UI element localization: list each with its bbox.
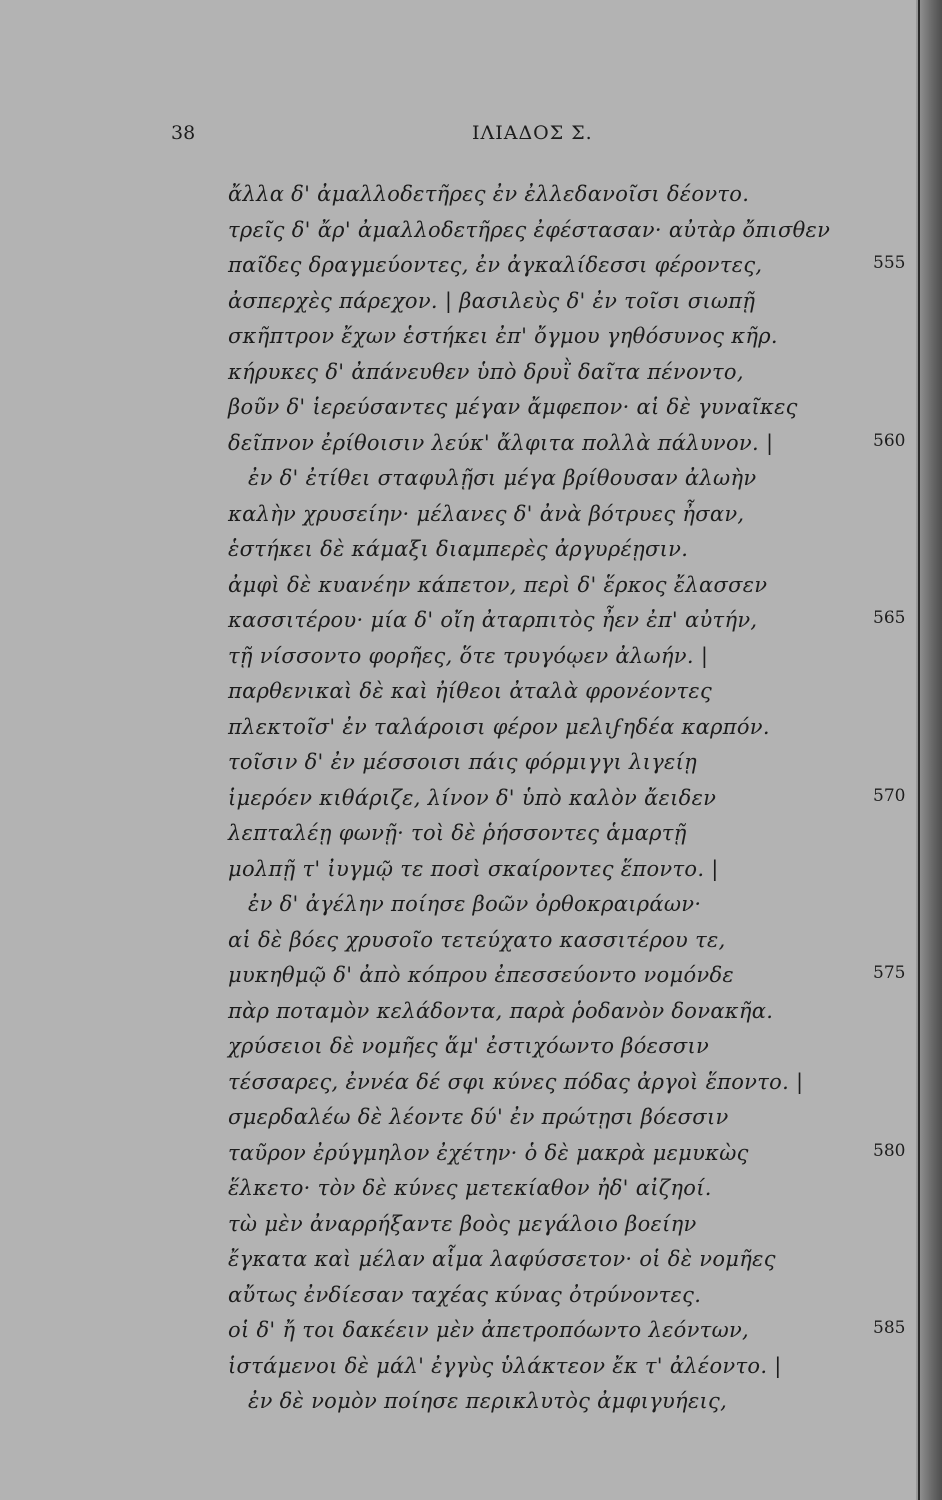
verse-line [0,431,942,467]
verse-text: ἔγκατα καὶ μέλαν αἷμα λαφύσσετον· οἱ δὲ νομῆες [228,1247,776,1271]
verse-line [0,679,942,715]
verse-line [0,1070,942,1106]
verse-line [0,395,942,431]
verse-text: κασσιτέρου· μία δ' οἴη ἀταρπιτὸς ἦεν ἐπ' αὐτήν, [228,608,758,632]
verse-text: δεῖπνον ἐρίθοισιν λεύκ' ἄλφιτα πολλὰ πάλυνον. | [228,430,774,455]
verse-text: ταῦρον ἐρύγμηλον ἐχέτην· ὁ δὲ μακρὰ μεμυκὼς [228,1140,749,1165]
verse-line [0,821,942,857]
verse-line [0,324,942,360]
verse-text: χρύσειοι δὲ νομῆες ἅμ' ἐστιχόωντο βόεσσιν [228,1034,710,1058]
verse-text: ἐν δ' ἐτίθει σταφυλῇσι μέγα βρίθουσαν ἀλωὴν [248,466,757,490]
line-number: 570 [873,785,906,806]
verse-text: λεπταλέῃ φωνῇ· τοὶ δὲ ῥήσσοντες ἁμαρτῇ [228,821,687,845]
verse-text: τῇ νίσσοντο φορῆες, ὅτε τρυγόῳεν ἀλωήν. | [228,643,709,668]
verse-text: τὼ μὲν ἀναρρήξαντε βοὸς μεγάλοιο βοείην [228,1211,697,1236]
verse-text: αἱ δὲ βόες χρυσοῖο τετεύχατο κασσιτέρου τε, [228,927,726,952]
verse-line [0,537,942,573]
verse-line [0,608,942,644]
verse-text: πὰρ ποταμὸν κελάδοντα, παρὰ ῥοδανὸν δονακῆα. [228,998,774,1023]
line-number: 580 [873,1140,906,1161]
verse-line [0,1318,942,1354]
verse-line [0,1283,942,1319]
verse-line [0,182,942,218]
verse-line [0,1354,942,1390]
verse-line [0,218,942,254]
verse-text: κήρυκες δ' ἀπάνευθεν ὑπὸ δρυῒ δαῖτα πένοντο, [228,359,744,384]
verse-line [0,715,942,751]
verse-list [0,182,942,1425]
verse-text: μολπῇ τ' ἰυγμῷ τε ποσὶ σκαίροντες ἕποντο. | [228,856,719,881]
line-number: 555 [873,253,906,273]
verse-text: οἱ δ' ἤ τοι δακέειν μὲν ἀπετροπόωντο λεόντων, [228,1318,750,1342]
verse-text: ἱστάμενοι δὲ μάλ' ἐγγὺς ὑλάκτεον ἔκ τ' ἀλέοντο. | [228,1353,782,1378]
line-number: 575 [873,963,906,983]
verse-text: ἀσπερχὲς πάρεχον. | βασιλεὺς δ' ἐν τοῖσι σιωπῇ [228,288,756,313]
verse-line [0,360,942,396]
verse-line [0,289,942,325]
verse-line [0,573,942,609]
verse-line [0,644,942,680]
verse-text: σκῆπτρον ἔχων ἑστήκει ἐπ' ὄγμου γηθόσυνος κῆρ. [228,324,778,348]
verse-text: αὔτως ἐνδίεσαν ταχέας κύνας ὀτρύνοντες. [228,1282,702,1307]
verse-text: βοῦν δ' ἱερεύσαντες μέγαν ἄμφεπον· αἱ δὲ γυναῖκες [228,395,798,419]
verse-text: καλὴν χρυσείην· μέλανες δ' ἀνὰ βότρυες ἦσαν, [228,501,745,526]
verse-text: πλεκτοῖσ' ἐν ταλάροισι φέρον μελιϝηδέα καρπόν. [228,714,770,739]
line-number: 565 [873,608,906,628]
verse-line [0,963,942,999]
verse-line [0,786,942,822]
verse-text: τέσσαρες, ἐννέα δέ σφι κύνες πόδας ἀργοὶ ἕποντο. | [228,1069,804,1094]
verse-line [0,1105,942,1141]
verse-line [0,253,942,289]
running-title: ΙΛΙΑΔΟΣ Σ. [472,122,593,144]
line-number: 585 [873,1318,906,1338]
verse-line [0,999,942,1035]
verse-line [0,1247,942,1283]
verse-line [0,1389,942,1425]
verse-text: μυκηθμῷ δ' ἀπὸ κόπρου ἐπεσσεύοντο νομόνδε [228,963,734,987]
verse-line [0,1212,942,1248]
verse-line [0,1141,942,1177]
verse-text: σμερδαλέω δὲ λέοντε δύ' ἐν πρώτῃσι βόεσσιν [228,1105,729,1129]
verse-text: ἐν δὲ νομὸν ποίησε περικλυτὸς ἀμφιγυήεις, [248,1389,728,1413]
verse-text: τρεῖς δ' ἄρ' ἀμαλλοδετῆρες ἐφέστασαν· αὐτὰρ ὄπισθεν [228,217,831,242]
verse-line [0,1034,942,1070]
verse-line [0,502,942,538]
verse-line [0,928,942,964]
verse-line [0,1176,942,1212]
verse-text: παῖδες δραγμεύοντες, ἐν ἀγκαλίδεσσι φέροντες, [228,253,763,277]
verse-text: ἐν δ' ἀγέλην ποίησε βοῶν ὀρθοκραιράων· [248,892,702,916]
verse-text: τοῖσιν δ' ἐν μέσσοισι πάις φόρμιγγι λιγείῃ [228,750,698,774]
verse-line [0,857,942,893]
verse-text: ἕλκετο· τὸν δὲ κύνες μετεκίαθον ἠδ' αἰζηοί. [228,1176,712,1200]
verse-text: ἀμφὶ δὲ κυανέην κάπετον, περὶ δ' ἕρκος ἔλασσεν [228,572,768,597]
verse-text: ἑστήκει δὲ κάμαξι διαμπερὲς ἀργυρέῃσιν. [228,537,689,561]
verse-text: παρθενικαὶ δὲ καὶ ἠίθεοι ἀταλὰ φρονέοντες [228,679,713,703]
verse-text: ἄλλα δ' ἀμαλλοδετῆρες ἐν ἐλλεδανοῖσι δέοντο. [228,182,750,206]
verse-text: ἱμερόεν κιθάριζε, λίνον δ' ὑπὸ καλὸν ἄειδεν [228,785,717,810]
verse-line [0,466,942,502]
verse-line [0,892,942,928]
verse-line [0,750,942,786]
line-number: 560 [873,430,906,451]
page-number: 38 [171,122,196,144]
